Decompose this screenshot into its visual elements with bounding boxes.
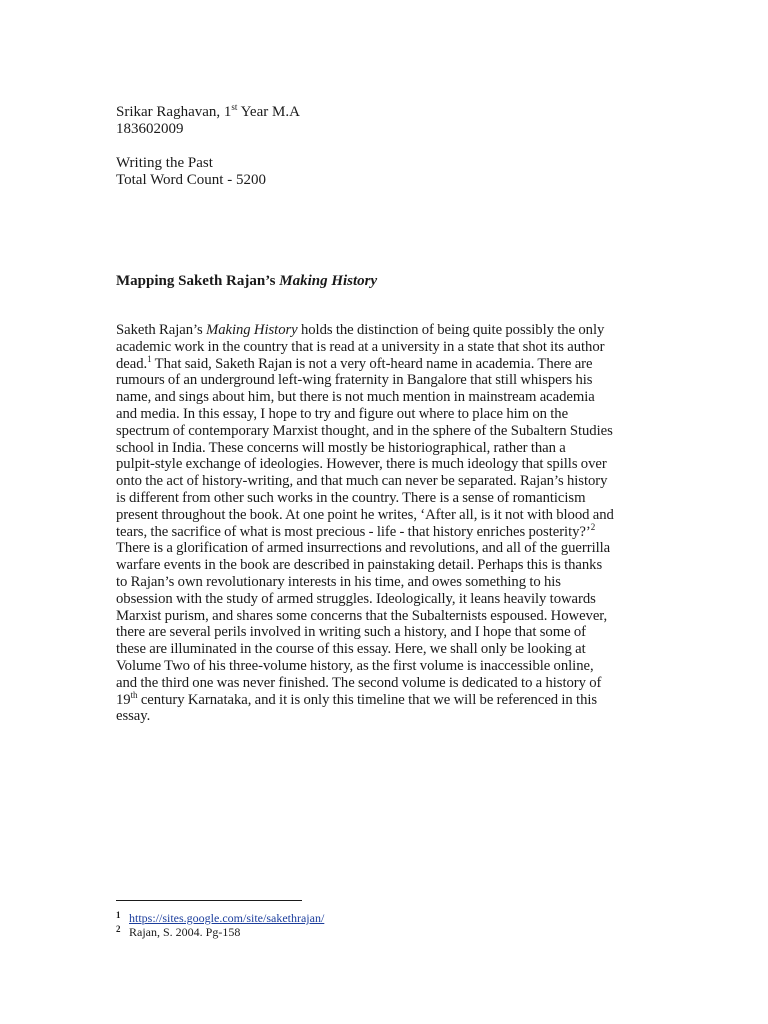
- footnote-separator: [116, 900, 302, 901]
- paragraph-line: spectrum of contemporary Marxist thought, and in the sphere of the Subaltern Studies: [116, 422, 613, 439]
- paragraph-line: rumours of an underground left-wing fraternity in Bangalore that still whispers his: [116, 372, 593, 389]
- paragraph-line: [116, 322, 656, 339]
- author-ordinal: st: [231, 102, 238, 112]
- paragraph-line: essay.: [116, 708, 151, 725]
- paragraph-line: present throughout the book. At one point he writes, ‘After all, is it not with blood and: [116, 506, 614, 523]
- essay-title-italic: Making History: [279, 273, 378, 289]
- paragraph-line: school in India. These concerns will mostly be historiographical, rather than a: [116, 439, 566, 456]
- paragraph-line: is different from other such works in the country. There is a sense of romanticism: [116, 489, 586, 506]
- paragraph-line: there are several perils involved in writing such a history, and I hope that some of: [116, 624, 586, 641]
- text-run: Saketh Rajan’s: [116, 322, 207, 338]
- paragraph-line: and media. In this essay, I hope to try and figure out where to place him on the: [116, 405, 569, 422]
- footnote-number: 1: [116, 910, 121, 920]
- paragraph-line: Marxist purism, and shares some concerns that the Subalternists espoused. However,: [116, 607, 608, 624]
- text-run: 19: [116, 691, 131, 708]
- footnote-ref-2[interactable]: 2: [590, 521, 596, 532]
- paragraph-line: There is a glorification of armed insurrections and revolutions, and all of the guerrilla: [116, 540, 611, 557]
- author-line: [116, 104, 300, 121]
- text-run: holds the distinction of being quite possibly the only: [297, 322, 605, 338]
- paragraph-line: pulpit-style exchange of ideologies. However, there is much ideology that spills over: [116, 456, 607, 473]
- paragraph-line: [116, 521, 656, 541]
- course-name: Writing the Past: [116, 155, 213, 171]
- paragraph-line: to Rajan’s own revolutionary interests in his time, and owes something to his: [116, 573, 561, 590]
- author-year: Year M.A: [237, 104, 300, 120]
- text-run: century Karnataka, and it is only this timeline that we will be referenced in this: [137, 691, 598, 708]
- paragraph-line: obsession with the study of armed struggles. Ideologically, it leans heavily towards: [116, 590, 596, 607]
- footnote-number: 2: [116, 924, 121, 934]
- book-title-italic: Making History: [206, 322, 298, 338]
- footnote-2: [116, 922, 240, 939]
- paragraph-line: [116, 353, 656, 373]
- essay-title-prefix: Mapping Saketh Rajan’s: [116, 273, 280, 289]
- roll-number: 183602009: [116, 121, 184, 137]
- footnote-ref-1[interactable]: 1: [147, 353, 152, 364]
- paragraph-line: Volume Two of his three-volume history, as the first volume is inaccessible online,: [116, 657, 594, 674]
- essay-title: [116, 273, 377, 290]
- author-name: Srikar Raghavan, 1: [116, 104, 232, 120]
- paragraph-line: and the third one was never finished. The second volume is dedicated to a history of: [116, 674, 602, 691]
- essay-paragraph: [116, 322, 656, 725]
- paragraph-line: [116, 689, 656, 709]
- footnote-text: Rajan, S. 2004. Pg-158: [129, 925, 241, 939]
- text-run: tears, the sacrifice of what is most precious - life - that history enriches posterity?’: [116, 523, 591, 540]
- paragraph-line: warfare events in the book are described in painstaking detail. Perhaps this is thanks: [116, 557, 603, 574]
- text-run: That said, Saketh Rajan is not a very oft-heard name in academia. There are: [151, 355, 593, 372]
- word-count: Total Word Count - 5200: [116, 172, 266, 188]
- ordinal-suffix: th: [130, 689, 138, 700]
- paragraph-line: academic work in the country that is read at a university in a state that shot its author: [116, 338, 605, 355]
- footnote-link[interactable]: https://sites.google.com/site/sakethrajan/: [129, 911, 325, 925]
- paragraph-line: name, and sings about him, but there is not much mention in mainstream academia: [116, 389, 595, 406]
- paragraph-line: these are illuminated in the course of this essay. Here, we shall only be looking at: [116, 641, 586, 658]
- paragraph-line: onto the act of history-writing, and that much can never be separated. Rajan’s history: [116, 473, 608, 490]
- text-run: dead.: [116, 355, 148, 372]
